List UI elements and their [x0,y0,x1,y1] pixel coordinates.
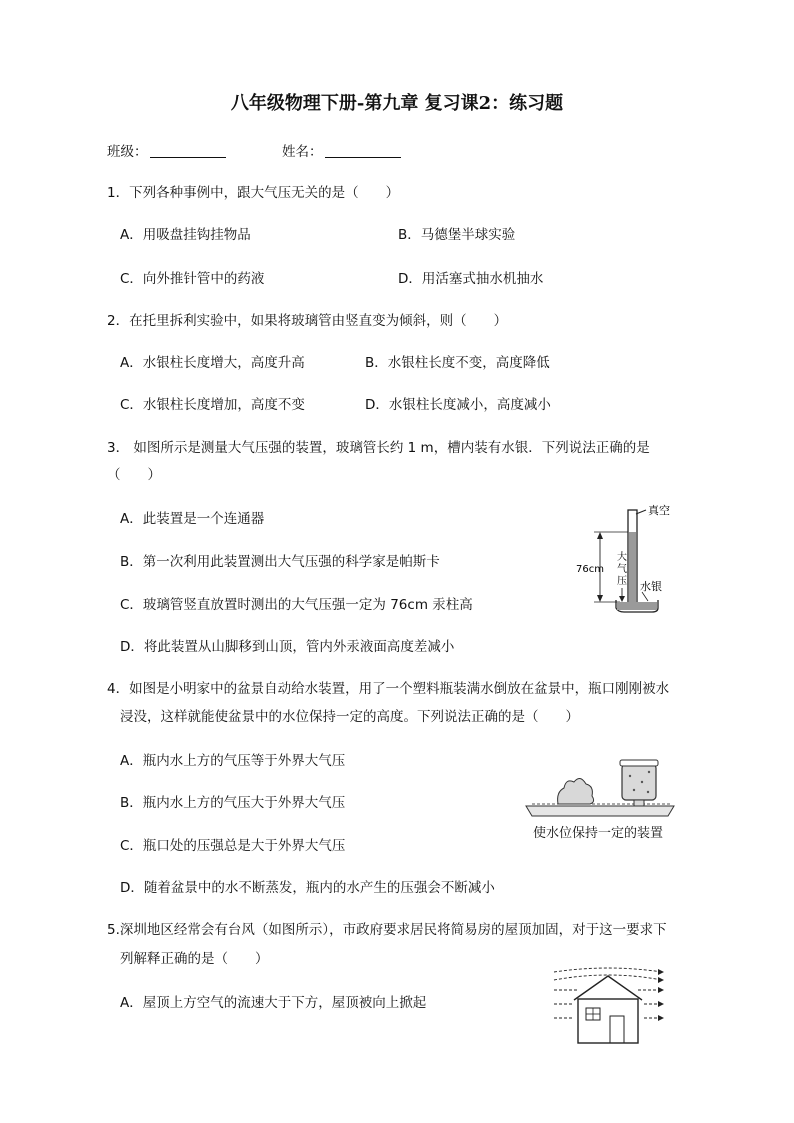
q4-option-d: D．随着盆景中的水不断蒸发，瓶内的水产生的压强会不断减小 [120,880,495,896]
wind-line-1 [554,968,662,972]
q4-stem-line1: 4．如图是小明家中的盆景自动给水装置，用了一个塑料瓶装满水倒放在盆景中，瓶口刚刚被水 [107,681,670,697]
q5-stem-line2: 列解释正确的是（ ） [120,951,269,967]
vacuum-label: 真空 [648,504,670,517]
q4-option-a: A．瓶内水上方的气压等于外界大气压 [120,753,346,769]
bonsai-water-figure [522,758,678,824]
bottle-cap [620,760,658,766]
pressure-char-3: 压 [617,576,627,587]
name-blank [325,144,401,158]
q2-option-c: C．水银柱长度增加，高度不变 [120,397,305,413]
height-arrow-top [597,532,603,539]
q3-stem-line2: （ ） [107,467,161,483]
pressure-arrow-head [619,596,625,602]
q1-option-a: A．用吸盘挂钩挂物品 [120,227,251,243]
mercury-column [629,532,636,606]
torricelli-figure [572,500,684,620]
q4-option-c: C．瓶口处的压强总是大于外界大气压 [120,838,346,854]
house-wall [578,999,638,1043]
q1-option-b: B．马德堡半球实验 [398,227,516,243]
house-roof [574,976,642,1000]
q2-option-b: B．水银柱长度不变，高度降低 [365,355,550,371]
q4-stem-line2: 浸没，这样就能使盆景中的水位保持一定的高度。下列说法正确的是（ ） [120,709,579,725]
q1-option-c: C．向外推针管中的药液 [120,271,265,287]
q1-option-d: D．用活塞式抽水机抽水 [398,271,544,287]
q4-option-b: B．瓶内水上方的气压大于外界大气压 [120,795,346,811]
q3-option-a: A．此装置是一个连通器 [120,511,265,527]
name-label: 姓名： [282,144,323,160]
rock [558,778,594,804]
class-field [107,143,226,161]
pressure-char-1: 大 [617,552,627,563]
q3-option-b: B．第一次利用此装置测出大气压强的科学家是帕斯卡 [120,554,440,570]
q5-stem-line1: 5.深圳地区经常会有台风（如图所示），市政府要求居民将简易房的屋顶加固，对于这一要求下 [107,922,667,938]
class-label: 班级： [107,144,148,160]
name-field [282,143,401,161]
typhoon-house-figure [548,964,672,1048]
page-title: 八年级物理下册-第九章 复习课2：练习题 [230,93,564,114]
pressure-char-2: 气 [617,564,627,575]
q4-figure-caption: 使水位保持一定的装置 [533,826,664,841]
q3-option-d: D．将此装置从山脚移到山顶，管内外汞液面高度差减小 [120,639,455,655]
q3-option-c: C．玻璃管竖直放置时测出的大气压强一定为 76cm 汞柱高 [120,597,473,613]
basin-tray [526,806,674,816]
mercury-label: 水银 [640,580,662,593]
trough-mercury [617,602,657,610]
q1-stem: 1．下列各种事例中，跟大气压无关的是（ ） [107,185,400,201]
height-arrow-bottom [597,595,603,602]
q2-option-d: D．水银柱长度减小，高度减小 [365,397,551,413]
mercury-pointer [642,592,648,601]
q2-option-a: A．水银柱长度增大，高度升高 [120,355,305,371]
height-label: 76cm [576,564,604,575]
bottle-neck [634,800,644,806]
q3-stem-line1: 3． 如图所示是测量大气压强的装置，玻璃管长约 1 m，槽内装有水银．下列说法正确的是 [107,440,650,456]
q5-option-a: A．屋顶上方空气的流速大于下方，屋顶被向上掀起 [120,995,427,1011]
q2-stem: 2．在托里拆利实验中，如果将玻璃管由竖直变为倾斜，则（ ） [107,313,508,329]
water-bottle [622,764,656,800]
class-blank [150,144,226,158]
